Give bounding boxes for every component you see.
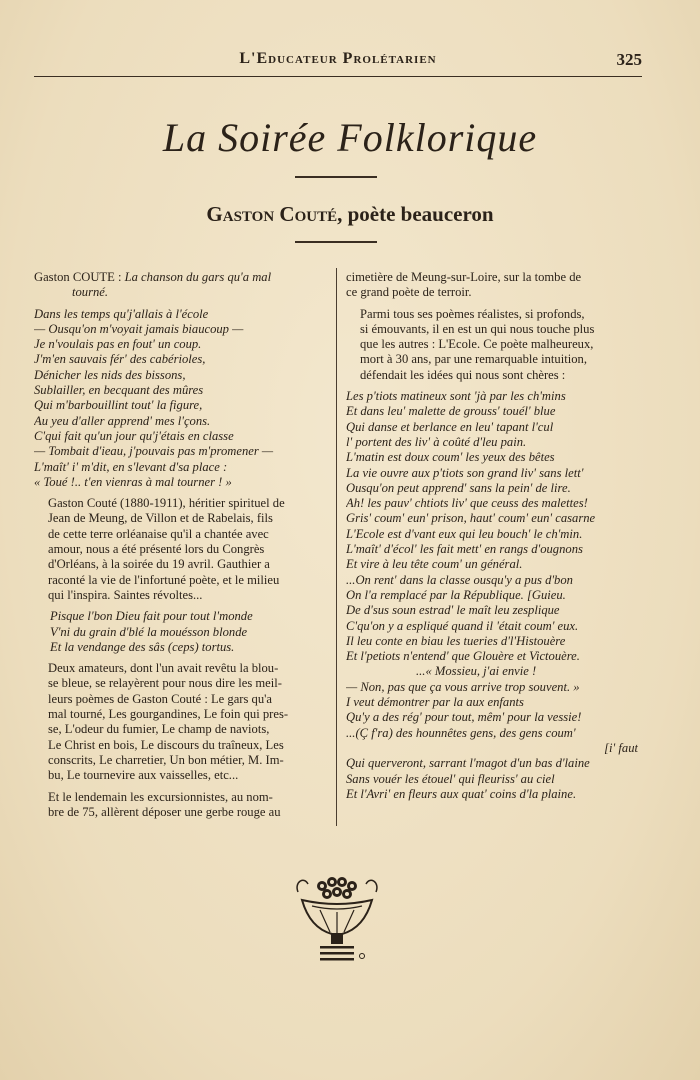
intro-label: Gaston COUTE : [34, 270, 125, 284]
poem-line: Et l'petiots n'entend' que Glouère et Victouère. [346, 649, 580, 664]
poem-line: L'Ecole est d'vant eux qui leu bouch' le ch'min. [346, 526, 583, 541]
poem-gars-qu-a-mal-tourne [34, 307, 326, 491]
text-line: Le Christ en bois, Le discours du traîneux, Les [48, 737, 284, 752]
paragraph-lendemain [34, 790, 326, 821]
poem-line: Il leu conte en biau les tueries d'l'Histouère [346, 633, 566, 648]
poem-line: Je n'voulais pas en fout' un coup. [34, 337, 202, 352]
poem-line: De d'sus soun estrad' le maît leu zesplique [346, 603, 560, 618]
article-subtitle [0, 202, 700, 227]
text-line: qui l'inspira. Saintes révoltes... [48, 587, 203, 602]
poem-line: ...On rent' dans la classe ousqu'y a pus d'bon [346, 572, 573, 587]
text-line: de cette terre orléanaise qu'il a chantée avec [48, 526, 269, 541]
poem-l-ecole [346, 389, 638, 802]
text-line: si émouvants, il en est un qui nous touche plus [360, 321, 595, 336]
poem-line: Qu'y a des rég' pour tout, mêm' pour la vessie! [346, 710, 582, 725]
text-line: d'Orléans, à la soirée du 19 avril. Gauthier a [48, 557, 270, 572]
poem-line: — Ousqu'on m'voyait jamais biaucoup — [34, 321, 244, 336]
poem-line: Et la vendange des sâs (ceps) tortus. [50, 639, 235, 654]
flower-basket-ornament-icon [292, 870, 382, 970]
text-line: Deux amateurs, dont l'un avait revêtu la blou- [48, 661, 279, 676]
text-line: mort à 30 ans, par une remarquable intuition, [360, 352, 587, 367]
poem-line: Et dans leu' malette de grouss' touél' blue [346, 404, 556, 419]
text-line: amour, nous a été présenté lors du Congrès [48, 542, 265, 557]
text-line: conscrits, Le charretier, Un bon métier, M. Im- [48, 752, 284, 767]
intro-italic-2: tourné. [72, 285, 109, 300]
poem-line: Dans les temps qu'j'allais à l'école [34, 306, 209, 321]
poem-line: L'maît' i' m'dit, en s'levant d'sa place : [34, 459, 228, 474]
poem-line: I veut démontrer par la aux enfants [346, 695, 524, 710]
text-line: bre de 75, allèrent déposer une gerbe rouge au [48, 804, 281, 819]
poem-line: L'maît' d'écol' les fait mett' en rangs d'ougnons [346, 542, 583, 557]
intro-line [34, 270, 326, 301]
poem-line: Dénicher les nids des bissons, [34, 367, 186, 382]
poem-line: La vie ouvre aux p'tiots son grand liv' sans lett' [346, 465, 584, 480]
poem-line: Sublailler, en becquant des mûres [34, 383, 204, 398]
text-line: Jean de Meung, de Villon et de Rabelais, fils [48, 511, 273, 526]
right-column [346, 270, 638, 808]
text-line: leurs poèmes de Gaston Couté : Le gars qu'a [48, 691, 273, 706]
text-line: que les autres : L'Ecole. Ce poète malheureux, [360, 337, 594, 352]
poem-line: Et vire à leu tête coum' un général. [346, 557, 523, 572]
poem-line: V'ni du grain d'blé la mouésson blonde [50, 624, 248, 639]
poem-line: — Non, pas que ça vous arrive trop souvent. » [346, 679, 580, 694]
poem-line: Ah! les pauv' chtiots liv' que ceuss des malettes! [346, 496, 588, 511]
column-divider [336, 268, 337, 826]
poem-line: ...(Ç f'ra) des hounnêtes gens, des gens coum' [346, 725, 576, 740]
text-line: cimetière de Meung-sur-Loire, sur la tombe de [346, 270, 582, 284]
poem-pisque [34, 609, 326, 655]
text-line: se bleue, se relayèrent pour nous dire les meil- [48, 676, 282, 691]
text-line: raconté la vie de l'infortuné poète, et le milieu [48, 572, 280, 587]
poem-line: l' portent des liv' à coûté d'leu pain. [346, 434, 527, 449]
text-line: Et le lendemain les excursionnistes, au nom- [48, 789, 273, 804]
paragraph-ecole-intro [346, 307, 638, 383]
poem-line: Et l'Avri' en fleurs aux quat' coins d'la plaine. [346, 786, 577, 801]
text-line: défendait les idées qui nous sont chères : [360, 367, 566, 382]
poem-line: [i' faut [604, 740, 638, 755]
page-number: 325 [616, 50, 642, 69]
intro-italic: La chanson du gars qu'a mal [124, 270, 272, 284]
poem-line: « Toué !.. t'en vienras à mal tourner ! » [34, 474, 232, 489]
paragraph-amateurs [34, 661, 326, 783]
text-line: bu, Le tournevire aux vaisselles, etc... [48, 768, 239, 783]
poem-line: Au yeu d'aller apprend' mes l'çons. [34, 413, 211, 428]
subtitle-rest: poète beauceron [342, 202, 494, 226]
poem-line: Ousqu'on peut apprend' sans la pein' de lire. [346, 480, 571, 495]
running-title: L'Educateur Prolétarien [239, 50, 437, 67]
poem-line: Gris' coum' eun' prison, haut' coum' eun' casarne [346, 511, 596, 526]
text-line: se, L'odeur du fumier, Le champ de naviots, [48, 722, 270, 737]
title-divider [295, 176, 377, 178]
running-header [34, 50, 642, 77]
poem-line: Sans vouér les étouel' qui fleuriss' au ciel [346, 771, 555, 786]
poem-line: On l'a remplacé par la République. [Guieu. [346, 587, 566, 602]
poem-line: Qui m'barbouillint tout' la figure, [34, 398, 203, 413]
paragraph-biography [34, 496, 326, 603]
text-line: ce grand poète de terroir. [346, 285, 472, 300]
paragraph-cimetiere [346, 270, 638, 301]
poem-line: J'm'en sauvais fér' des cabérioles, [34, 352, 206, 367]
article-title: La Soirée Folklorique [162, 115, 538, 160]
subtitle-name: Gaston Couté, [206, 202, 343, 226]
poem-line: Qui querveront, sarrant l'magot d'un bas d'laine [346, 756, 590, 771]
poem-line: C'qui fait qu'un jour qu'j'étais en classe [34, 428, 234, 443]
poem-line: — Tombait d'ieau, j'pouvais pas m'promener — [34, 444, 274, 459]
poem-line: Pisque l'bon Dieu fait pour tout l'monde [50, 609, 253, 624]
poem-line: Qui danse et berlance en leu' tapant l'cul [346, 419, 554, 434]
subtitle-divider [295, 241, 377, 243]
text-line: mal tourné, Les gourgandines, Le foin qui pres- [48, 707, 289, 722]
text-line: Gaston Couté (1880-1911), héritier spirituel de [48, 496, 285, 511]
text-line: Parmi tous ses poèmes réalistes, si profonds, [360, 306, 585, 321]
poem-line: Les p'tiots matineux sont 'jà par les ch'mins [346, 389, 566, 404]
poem-line: ...« Mossieu, j'ai envie ! [416, 664, 537, 679]
left-column [34, 270, 326, 826]
poem-line: L'matin est doux coum' les yeux des bêtes [346, 450, 555, 465]
poem-line: C'qu'on y a espliqué quand il 'était coum' eux. [346, 618, 579, 633]
